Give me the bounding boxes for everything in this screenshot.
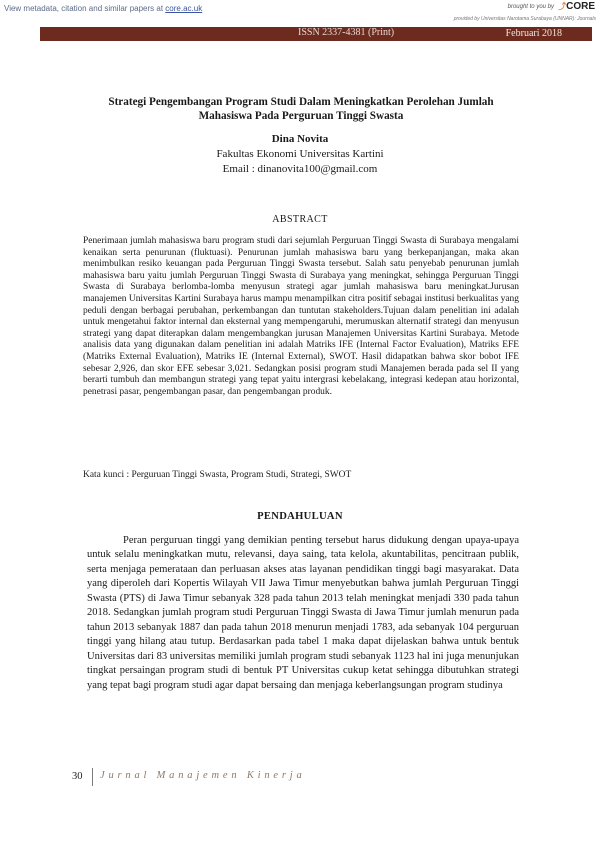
author-affiliation: Fakultas Ekonomi Universitas Kartini	[216, 148, 384, 160]
author-name: Dina Novita	[271, 133, 329, 145]
metadata-link[interactable]	[4, 4, 202, 13]
keywords: Kata kunci : Perguruan Tinggi Swasta, Program Studi, Strategi, SWOT	[83, 470, 352, 480]
abstract-heading: ABSTRACT	[272, 214, 328, 225]
footer-divider	[92, 768, 93, 786]
core-banner	[0, 0, 600, 27]
metadata-link-text: View metadata, citation and similar papers at	[4, 4, 164, 13]
section-heading-pendahuluan: PENDAHULUAN	[257, 511, 343, 522]
abstract-text: Penerimaan jumlah mahasiswa baru program studi dari sejumlah Perguruan Tinggi Swasta di Surabaya mengalami kenaikan serta penurunan (fluktuasi). Penurunan jumlah mahasiswa baru yang berkepanjangan, maka akan menimbulkan resiko keuangan pada Perguruan Tinggi Swasta tersebut. Salah satu penyebab penurunan jumlah mahasiswa baru yaitu jumlah Perguruan Tinggi Swasta di Surabaya yang meningkat, sehingga Perguruan Tinggi Swasta di Surabaya berlomba-lomba menyusun strategi agar jumlah mahasiswa baru meningkat.Jurusan manajemen Universitas Kartini Surabaya harus mampu menampilkan citra positif sebagai institusi berkualitas yang peduli dengan berbagai perubahan, perkembangan dan tuntutan stakeholders.Tujuan dalam penelitian ini adalah untuk mengetahui faktor internal dan eksternal yang mempengaruhi, merumuskan alternatif strategi dan menyusun strategi yang dapat diterapkan dalam mengembangkan jurusan Manajemen Universitas Kartini Surabaya. Metode analisis data yang digunakan dalam penelitian ini adalah Matriks IFE (Internal Factor Evaluation), Matriks EFE (Matriks External Evaluation), Matriks IE (Internal External), SWOT. Hasil didapatkan bahwa skor bobot IFE sebesar 2,926, dan skor EFE sebesar 3,021. Sedangkan posisi program studi Manajemen berada pada sel II yang berarti tumbuh dan membangun strategi yang tepat yaitu intergrasi kebelakang, integrasi kedepan atau horizontal, penetrasi pasar, pengembangan pasar, dan pengembangan produk.	[83, 236, 519, 397]
core-logo[interactable]	[558, 1, 595, 12]
brought-to-you-label: brought to you by	[507, 4, 554, 10]
introduction-text: Peran perguruan tinggi yang demikian penting tersebut harus didukung dengan upaya-upaya untuk selalu meningkatkan mutu, relevansi, daya saing, tata kelola, akuntabilitas, pencitraan publik, serta menjaga pemerataan dan perluasan akses atas layanan pendidikan tinggi bagi masyarakat. Data yang diperoleh dari Kopertis Wilayah VII Jawa Timur menyebutkan bahwa jumlah Perguruan Tinggi Swasta (PTS) di Jawa Timur sebanyak 328 pada tahun 2013 telah meningkat menjadi 330 pada tahun 2018. Sedangkan jumlah program studi Perguruan Tinggi Swasta di Jawa Timur jumlah menurun pada tahun 2013 sebanyak 1887 dan pada tahun 2018 menurun menjadi 1783, ada sebanyak 104 perguruan tinggi yang hilang atau tutup. Berdasarkan pada tabel 1 maka dapat dijelaskan bahwa untuk bentuk Universitas dari 83 universitas memiliki jumlah program studi sebanyak 1123 hal ini juga menunjukan tingkat persaingan program studi di bentuk PT Universitas cukup ketat sehingga dibutuhkan strategi yang tepat bagi program studi agar dapat bersaing dan menjaga keberlangsungan program studinya	[87, 535, 519, 691]
issn-label: ISSN 2337-4381 (Print)	[298, 27, 395, 38]
author-email: Email : dinanovita100@gmail.com	[222, 163, 378, 175]
core-logo-text: CORE	[566, 1, 595, 12]
core-arc-icon: ⤴	[558, 2, 567, 11]
journal-name-footer: Jurnal Manajemen Kinerja	[100, 770, 306, 781]
paper-title	[60, 95, 542, 123]
core-ac-uk-link[interactable]: core.ac.uk	[165, 4, 203, 13]
paper-title-line-2: Mahasiswa Pada Perguruan Tinggi Swasta	[198, 110, 404, 122]
issue-date: Februari 2018	[505, 28, 562, 39]
paper-title-line-1: Strategi Pengembangan Program Studi Dalam Meningkatkan Perolehan Jumlah	[108, 96, 494, 108]
page-number: 30	[72, 771, 83, 782]
provided-by-label: provided by Universitas Narotama Surabaya (UNNAR): Journals	[453, 16, 596, 22]
journal-header-strip	[40, 27, 592, 41]
